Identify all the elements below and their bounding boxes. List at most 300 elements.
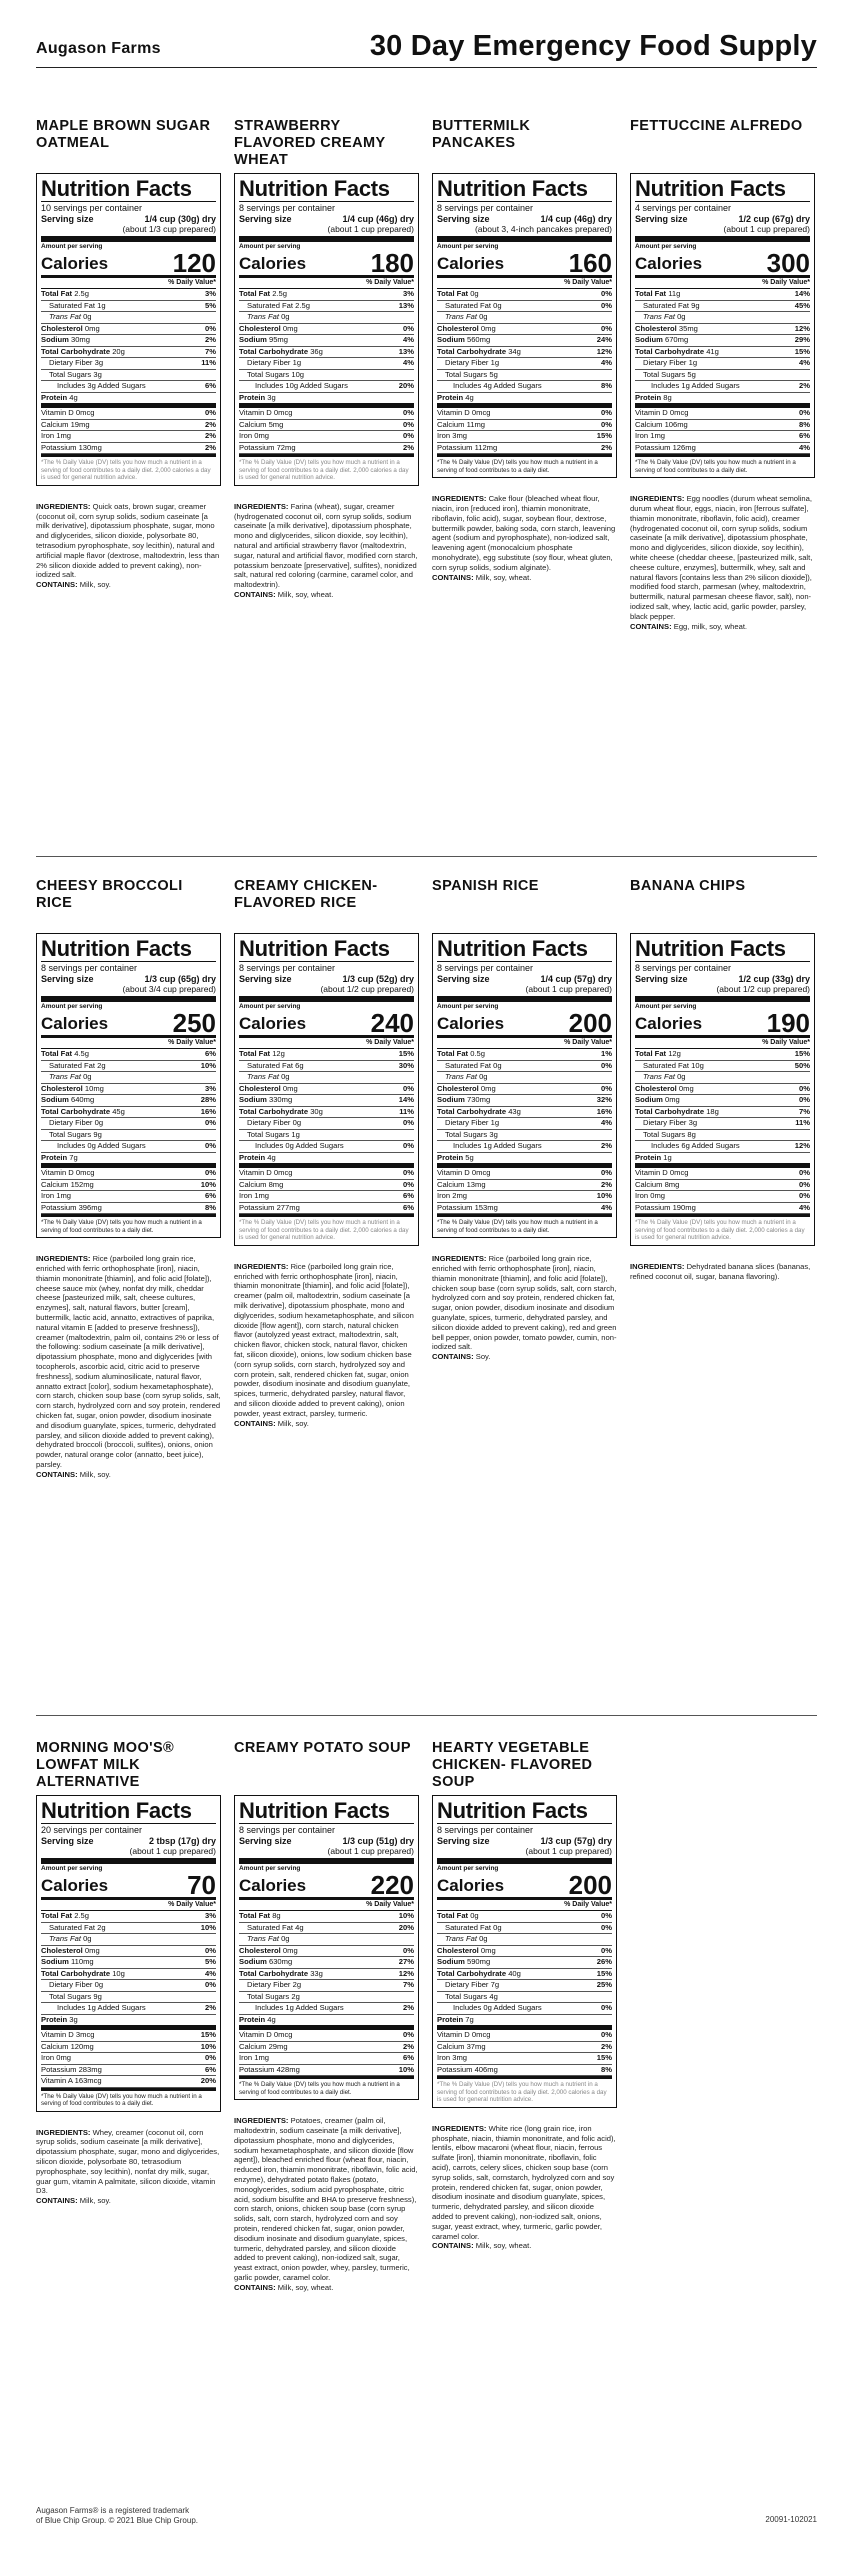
serving-size-label: Serving size: [41, 1836, 94, 1846]
total-carb-row-amount: 40g: [508, 1968, 521, 1978]
total-carb-row-name: Total Carbohydrate: [437, 1106, 507, 1116]
amount-per-serving: Amount per serving: [239, 1865, 301, 1872]
vitamin-d-row-name: Vitamin D: [437, 2030, 470, 2039]
calcium-row-name: Calcium: [239, 2041, 267, 2051]
saturated-fat-row-amount: 2.5g: [295, 300, 310, 310]
calcium-row-dv: 0%: [403, 419, 414, 429]
total-sugars-row-amount: 4g: [489, 1991, 498, 2001]
vitamin-d-row-dv: 0%: [403, 2030, 414, 2039]
calories-label: Calories: [635, 254, 703, 273]
cholesterol-row-label: [41, 1946, 100, 1957]
ingredients-label: INGREDIENTS:: [630, 494, 685, 504]
daily-value-footnote: *The % Daily Value (DV) tells you how much a nutrient in a serving of food contributes to a daily diet.: [41, 2092, 202, 2108]
serving-size-label: Serving size: [437, 1836, 490, 1846]
added-sugars-row-dv: 0%: [205, 1141, 216, 1150]
total-fat-row-label: [41, 1911, 89, 1922]
ingredients-block: [432, 1254, 617, 1362]
vitamin-d-row-amount: 0mcg: [669, 1168, 689, 1177]
serving-size-label: Serving size: [239, 214, 292, 224]
ingredients-text: White rice (long grain rice, iron phosphate, niacin, thiamin mononitrate, and folic acid), lentils, elbow macaroni (wheat flour, niacin, ferrous sulfate [iron], thiamin mononitrate, riboflavin, folic acid), carrots, celery slices, chicken soup base (corn syrup solids, salt, cornstarch, hydrolyzed corn and soy protein, rendered chicken fat, sugar, onion powder, disodium inosinate and disodium guanylate, spices, turmeric, dehydrated parsley, and silicon dioxide added to prevent caking), non-iodized salt, onions, sugar, yeast extract, whey, turmeric, garlic powder, caramel color.: [432, 2123, 616, 2241]
dietary-fiber-row-label: [247, 1118, 301, 1129]
calcium-row-dv: 2%: [601, 1179, 612, 1189]
iron-row-label: [437, 1191, 467, 1202]
daily-value-footnote: *The % Daily Value (DV) tells you how much a nutrient in a serving of food contributes to a daily diet. 2,000 calories a day is used for general nutrition advice.: [41, 459, 211, 482]
calcium-row: [41, 1180, 216, 1192]
calcium-row-dv: 8%: [799, 419, 810, 429]
vitamin-d-row-dv: 0%: [205, 1168, 216, 1177]
added-sugars-row-label: [255, 381, 348, 392]
serving-size-row: [437, 214, 612, 224]
vitamin-d-row-amount: 3mcg: [75, 2030, 95, 2039]
thick-rule: [239, 236, 414, 242]
daily-value-header: % Daily Value*: [239, 1038, 414, 1049]
vitamin-d-row-name: Vitamin D: [239, 408, 272, 417]
servings-per-container: 8 servings per container: [239, 963, 336, 973]
trans-fat-row-amount: 0g: [677, 1072, 686, 1081]
dietary-fiber-row-name: Dietary Fiber: [49, 358, 93, 367]
sodium-row-label: [437, 335, 490, 346]
total-carb-row-name: Total Carbohydrate: [437, 346, 507, 356]
iron-row: [635, 1191, 810, 1203]
iron-row-dv: 15%: [596, 2053, 612, 2062]
vitamin-d-row-label: [41, 408, 94, 419]
serving-size-row: [239, 974, 414, 984]
dietary-fiber-row-dv: 4%: [403, 358, 414, 367]
serving-size-label: Serving size: [437, 974, 490, 984]
cholesterol-row-amount: 0mg: [480, 1083, 496, 1093]
total-sugars-row-label: [49, 370, 102, 381]
calories-value: 160: [568, 248, 612, 278]
contains-text: Soy.: [475, 1352, 491, 1362]
iron-row: [437, 2053, 612, 2065]
total-carb-row: [635, 347, 810, 359]
calcium-row-dv: 2%: [601, 2041, 612, 2051]
saturated-fat-row-dv: 0%: [601, 1060, 612, 1070]
nutrition-facts-panel: [630, 933, 815, 1246]
trans-fat-row-amount: 0g: [83, 1072, 92, 1081]
saturated-fat-row-name: Saturated Fat: [445, 1922, 492, 1932]
total-sugars-row: [41, 370, 216, 382]
sodium-row: [437, 1957, 612, 1969]
vitamin-d-row-dv: 0%: [403, 408, 414, 417]
bottom-rule: [437, 454, 612, 457]
added-sugars-row-name: Includes 4g Added Sugars: [453, 381, 542, 390]
nutrition-facts-panel: [432, 933, 617, 1238]
contains-text: Milk, soy, wheat.: [277, 589, 334, 599]
amount-per-serving: Amount per serving: [635, 243, 697, 250]
protein-row: [41, 2015, 216, 2031]
vitamin-d-row-amount: 0mcg: [75, 408, 95, 417]
saturated-fat-row-label: [49, 301, 106, 312]
sodium-row-label: [635, 1095, 680, 1106]
saturated-fat-row-dv: 30%: [398, 1060, 414, 1070]
saturated-fat-row: [437, 1923, 612, 1935]
daily-value-footnote: *The % Daily Value (DV) tells you how much a nutrient in a serving of food contributes to a daily diet. 2,000 calories a day is used for general nutrition advice.: [635, 1219, 805, 1242]
total-sugars-row-name: Total Sugars: [49, 1129, 92, 1139]
protein-row-name: Protein: [437, 1152, 464, 1162]
serving-size-row: [41, 214, 216, 224]
sodium-row-dv: 24%: [596, 335, 612, 344]
serving-size-label: Serving size: [239, 974, 292, 984]
iron-row-name: Iron: [635, 431, 649, 440]
sodium-row-label: [635, 335, 688, 346]
serving-size-label: Serving size: [635, 974, 688, 984]
protein-row-name: Protein: [41, 392, 68, 402]
product-card: [36, 878, 221, 1480]
total-fat-row-label: [635, 289, 680, 300]
total-fat-row: [239, 1911, 414, 1923]
sodium-row-label: [437, 1095, 490, 1106]
iron-row-name: Iron: [41, 2053, 55, 2062]
potassium-row-dv: 8%: [601, 2064, 612, 2074]
potassium-row: [239, 1203, 414, 1215]
potassium-row-amount: 428mg: [276, 2064, 300, 2074]
protein-row-name: Protein: [239, 2014, 266, 2024]
dietary-fiber-row-amount: 1g: [688, 358, 698, 367]
saturated-fat-row-label: [49, 1923, 106, 1934]
added-sugars-row-label: [453, 1141, 542, 1152]
product-card: [234, 878, 419, 1428]
cholesterol-row-dv: 3%: [205, 1083, 216, 1093]
sodium-row-amount: 0mg: [664, 1095, 680, 1104]
dietary-fiber-row-dv: 4%: [601, 358, 612, 367]
sodium-row-label: [41, 1957, 94, 1968]
calcium-row: [635, 1180, 810, 1192]
trademark-notice: [36, 2506, 198, 2526]
vitamin-d-row-name: Vitamin D: [239, 2030, 272, 2039]
dietary-fiber-row-name: Dietary Fiber: [445, 1980, 489, 1989]
trans-fat-row: [239, 1934, 414, 1946]
dietary-fiber-row: [437, 358, 612, 370]
vitamin-d-row: [239, 408, 414, 420]
total-fat-row: [41, 1911, 216, 1923]
potassium-row-name: Potassium: [41, 1202, 77, 1212]
total-sugars-row-label: [643, 370, 696, 381]
ingredients-text: Farina (wheat), sugar, creamer (hydrogenated coconut oil, corn syrup solids, sodium caseinate [a milk derivative], dipotassium phosphate, mono and diglycerides, silicon dioxide, soy lecithin), natural and artificial strawberry flavor (maltodextrin, sugar, natural and artificial flavor, modified corn starch, potassium benzoate [preservative], sulfites), nonidized salt, natural red coloring (carmine, caramel color, and maltodextrin).: [234, 501, 418, 590]
serving-size-row: [437, 974, 612, 984]
product-title: BANANA CHIPS: [630, 878, 746, 894]
total-fat-row-name: Total Fat: [635, 289, 667, 298]
added-sugars-row-label: [651, 1141, 740, 1152]
saturated-fat-row-name: Saturated Fat: [643, 300, 690, 310]
total-fat-row-dv: 3%: [205, 289, 216, 298]
vitamin-d-row-dv: 0%: [601, 2030, 612, 2039]
calcium-row-name: Calcium: [437, 1179, 465, 1189]
page-header: [36, 30, 817, 68]
calcium-row-amount: 13mg: [466, 1179, 486, 1189]
calcium-row-label: [239, 420, 283, 431]
iron-row-label: [41, 1191, 71, 1202]
iron-row-amount: 3mg: [452, 431, 467, 440]
daily-value-header: % Daily Value*: [239, 1900, 414, 1911]
contains-text: Milk, soy.: [79, 580, 111, 590]
vitamin-d-row-amount: 0mcg: [471, 408, 491, 417]
thick-rule: [635, 236, 810, 242]
daily-value-header: % Daily Value*: [437, 278, 612, 289]
daily-value-header: % Daily Value*: [41, 1038, 216, 1049]
calcium-row-label: [41, 420, 90, 431]
protein-row-name: Protein: [41, 2014, 68, 2024]
product-title: SPANISH RICE: [432, 878, 539, 894]
ingredients-block: [234, 1262, 419, 1429]
added-sugars-row: [239, 2003, 414, 2015]
total-sugars-row: [239, 1130, 414, 1142]
dietary-fiber-row-name: Dietary Fiber: [445, 358, 489, 367]
total-carb-row-name: Total Carbohydrate: [41, 1968, 111, 1978]
calcium-row-amount: 37mg: [466, 2041, 486, 2051]
calcium-row-label: [437, 1180, 486, 1191]
potassium-row: [635, 1203, 810, 1215]
dietary-fiber-row-name: Dietary Fiber: [445, 1118, 489, 1127]
nutrition-facts-title: Nutrition Facts: [239, 177, 414, 202]
dietary-fiber-row-name: Dietary Fiber: [643, 358, 687, 367]
total-sugars-row-label: [247, 1992, 300, 2003]
protein-row-label: [239, 1153, 276, 1164]
bottom-rule: [635, 454, 810, 457]
total-fat-row-name: Total Fat: [41, 289, 73, 298]
trans-fat-row-label: [445, 312, 488, 323]
trans-fat-row-amount: 0g: [479, 1072, 488, 1081]
trans-fat-row-amount: 0g: [479, 1934, 488, 1943]
dietary-fiber-row-dv: 0%: [205, 1980, 216, 1989]
sodium-row-amount: 95mg: [268, 335, 288, 344]
calories-label: Calories: [437, 1014, 505, 1033]
added-sugars-row: [41, 2003, 216, 2015]
vitamin-d-row-name: Vitamin D: [41, 2030, 74, 2039]
total-carb-row-dv: 4%: [205, 1968, 216, 1978]
saturated-fat-row-dv: 0%: [601, 1922, 612, 1932]
serving-size-value: 1/4 cup (30g) dry: [144, 214, 216, 224]
product-title: FETTUCCINE ALFREDO: [630, 118, 803, 134]
calcium-row-amount: 19mg: [70, 419, 90, 429]
total-carb-row-label: [41, 347, 125, 358]
potassium-row-label: [437, 443, 497, 454]
total-fat-row-dv: 10%: [398, 1911, 414, 1920]
dietary-fiber-row-label: [247, 358, 301, 369]
protein-row-label: [41, 2015, 78, 2026]
protein-row: [635, 393, 810, 409]
saturated-fat-row-amount: 0g: [493, 300, 502, 310]
total-sugars-row-amount: 10g: [291, 369, 305, 379]
dietary-fiber-row: [635, 358, 810, 370]
bottom-rule: [41, 1214, 216, 1217]
iron-row-name: Iron: [635, 1191, 649, 1200]
trans-fat-row-label: [643, 1072, 686, 1083]
iron-row-label: [437, 431, 467, 442]
sodium-row-amount: 330mg: [268, 1095, 293, 1104]
calcium-row-amount: 29mg: [268, 2041, 288, 2051]
vitamin-d-row: [41, 1168, 216, 1180]
total-sugars-row: [437, 370, 612, 382]
trans-fat-row-amount: 0g: [479, 312, 488, 321]
dietary-fiber-row-label: [247, 1980, 301, 1991]
nutrition-facts-title: Nutrition Facts: [239, 937, 414, 962]
dietary-fiber-row: [41, 1118, 216, 1130]
cholesterol-row-amount: 0mg: [480, 323, 496, 333]
vitamin-d-row: [437, 408, 612, 420]
total-carb-row-dv: 16%: [596, 1106, 612, 1116]
total-carb-row-label: [239, 347, 323, 358]
vitamin-d-row-name: Vitamin D: [239, 1168, 272, 1177]
serving-size-label: Serving size: [239, 1836, 292, 1846]
iron-row-amount: 1mg: [56, 431, 71, 440]
total-fat-row-amount: 11g: [668, 289, 681, 298]
potassium-row-label: [41, 443, 102, 454]
ingredients-block: [36, 2128, 221, 2206]
added-sugars-row-name: Includes 0g Added Sugars: [255, 1141, 344, 1150]
cholesterol-row-dv: 0%: [205, 323, 216, 333]
saturated-fat-row-amount: 6g: [295, 1060, 304, 1070]
total-sugars-row: [635, 1130, 810, 1142]
total-carb-row-dv: 15%: [794, 346, 810, 356]
iron-row-amount: 1mg: [650, 431, 665, 440]
trans-fat-row-name: Trans Fat: [247, 1934, 279, 1943]
potassium-row-dv: 4%: [799, 1202, 810, 1212]
iron-row-name: Iron: [239, 2053, 253, 2062]
nutrition-facts-panel: [234, 1795, 419, 2100]
cholesterol-row: [437, 324, 612, 336]
potassium-row-dv: 6%: [205, 2064, 216, 2074]
total-carb-row-name: Total Carbohydrate: [41, 346, 111, 356]
added-sugars-row-name: Includes 1g Added Sugars: [453, 1141, 542, 1150]
cholesterol-row-label: [437, 1084, 496, 1095]
total-fat-row-amount: 0g: [470, 1911, 479, 1920]
potassium-row: [41, 443, 216, 455]
serving-size-prepared: (about 1 cup prepared): [525, 1846, 612, 1856]
trans-fat-row-label: [445, 1072, 488, 1083]
dietary-fiber-row-name: Dietary Fiber: [643, 1118, 687, 1127]
trans-fat-row-amount: 0g: [83, 312, 92, 321]
iron-row-dv: 15%: [596, 431, 612, 440]
iron-row-dv: 0%: [799, 1191, 810, 1200]
total-sugars-row: [635, 370, 810, 382]
total-sugars-row: [239, 1992, 414, 2004]
cholesterol-row-label: [239, 1084, 298, 1095]
total-carb-row-name: Total Carbohydrate: [437, 1968, 507, 1978]
product-card: [234, 118, 419, 600]
potassium-row-name: Potassium: [437, 1202, 473, 1212]
calcium-row-label: [41, 1180, 94, 1191]
daily-value-header: % Daily Value*: [437, 1038, 612, 1049]
total-carb-row-dv: 12%: [398, 1968, 414, 1978]
protein-row-amount: 4g: [267, 1152, 276, 1162]
added-sugars-row-label: [453, 2003, 542, 2014]
ingredients-text: Quick oats, brown sugar, creamer (coconut oil, corn syrup solids, sodium caseinate [a milk derivative], dipotassium phosphate, sugar, mono and diglycerides, silicon dioxide, polysorbate 80, tetrasodium pyrophosphate, soy lecithin), natural and artificial maple flavor (dextrose, maltodextrin, less than 2% silicon dioxide added to prevent caking), non-iodized salt.: [36, 501, 220, 580]
calcium-row-amount: 152mg: [70, 1179, 94, 1189]
vitamin-d-row-label: [239, 1168, 292, 1179]
iron-row: [239, 1191, 414, 1203]
calories-row: [635, 248, 810, 278]
product-card: [234, 1740, 419, 2293]
serving-size-value: 1/2 cup (67g) dry: [738, 214, 810, 224]
serving-size-value: 1/3 cup (51g) dry: [342, 1836, 414, 1846]
sodium-row-dv: 29%: [794, 335, 810, 344]
total-fat-row: [635, 1049, 810, 1061]
saturated-fat-row-dv: 5%: [205, 300, 216, 310]
serving-size-row: [41, 974, 216, 984]
vitamin-a-row-label: [41, 2076, 102, 2087]
total-carb-row-amount: 33g: [310, 1968, 323, 1978]
ingredients-text: Rice (parboiled long grain rice, enriched with ferric orthophosphate [iron], niacin, thiamin mononitrate [thiamin], and folic acid [folate]), chicken soup base (corn syrup solids, salt, corn starch, hydrolyzed corn and soy protein, rendered chicken fat, sugar, onion powder, disodium inosinate and disodium guanylate, spices, turmeric, dehydrated parsley, and silicon dioxide added to prevent caking), red and green bell pepper, onion powder, tomato powder, cumin, non-iodized salt.: [432, 1254, 617, 1352]
calories-label: Calories: [41, 1014, 109, 1033]
product-title: STRAWBERRY FLAVORED CREAMY WHEAT: [234, 118, 386, 168]
sodium-row-amount: 630mg: [268, 1957, 293, 1966]
cholesterol-row-dv: 0%: [799, 1083, 810, 1093]
calcium-row-amount: 11mg: [466, 419, 485, 429]
nutrition-facts-title: Nutrition Facts: [239, 1799, 414, 1824]
ingredients-label: INGREDIENTS:: [630, 1261, 685, 1271]
thick-rule: [41, 1858, 216, 1864]
dietary-fiber-row-amount: 1g: [292, 358, 302, 367]
total-carb-row-amount: 41g: [706, 346, 719, 356]
calories-label: Calories: [437, 254, 505, 273]
sodium-row-name: Sodium: [635, 1095, 663, 1104]
potassium-row-dv: 2%: [601, 442, 612, 452]
dietary-fiber-row: [437, 1980, 612, 1992]
ingredients-label: INGREDIENTS:: [432, 494, 487, 504]
trans-fat-row-label: [247, 1934, 290, 1945]
added-sugars-row-label: [453, 381, 542, 392]
amount-per-serving: Amount per serving: [437, 1865, 499, 1872]
sodium-row: [635, 1095, 810, 1107]
total-carb-row-label: [239, 1107, 323, 1118]
protein-row-label: [437, 393, 474, 404]
vitamin-d-row-amount: 0mcg: [75, 1168, 95, 1177]
protein-row-name: Protein: [41, 1152, 68, 1162]
potassium-row-label: [239, 443, 296, 454]
serving-size-prepared: (about 1 cup prepared): [525, 984, 612, 994]
saturated-fat-row-label: [643, 301, 700, 312]
nutrition-facts-title: Nutrition Facts: [437, 177, 612, 202]
serving-size-row: [239, 214, 414, 224]
vitamin-d-row-label: [635, 408, 688, 419]
cholesterol-row-name: Cholesterol: [239, 1083, 281, 1093]
total-carb-row-label: [437, 1969, 521, 1980]
iron-row-name: Iron: [239, 431, 253, 440]
vitamin-a-row-dv: 20%: [200, 2076, 216, 2085]
calcium-row-dv: 10%: [200, 2041, 216, 2051]
potassium-row-dv: 6%: [403, 1202, 414, 1212]
calcium-row: [239, 2042, 414, 2054]
total-carb-row-amount: 30g: [310, 1106, 323, 1116]
iron-row-amount: 1mg: [254, 2053, 269, 2062]
servings-per-container: 8 servings per container: [437, 963, 534, 973]
cholesterol-row-name: Cholesterol: [239, 323, 281, 333]
potassium-row: [437, 1203, 612, 1215]
vitamin-d-row-dv: 0%: [601, 1168, 612, 1177]
calories-label: Calories: [437, 1876, 505, 1895]
ingredients-text: Rice (parboiled long grain rice, enriched with ferric orthophosphate [iron], niacin, thiamin mononitrate [thiamin], and folic acid [folate]), creamer (palm oil, maltodextrin, sodium caseinate [a milk derivative], dipotassium phosphate, mono and diglycerides, sodium hexametaphosphate, and silicon dioxide [flow agent]), corn starch, natural chicken flavor (autolyzed yeast extract, maltodextrin, salt, chicken flavor, chicken stock, natural flavor, chicken fat, silicon dioxide), onions, low sodium chicken base (corn syrup solids, corn starch, hydrolyzed soy and corn protein, salt, rendered chicken fat, sugar, onion powder, disodium inosinate and disodium guanylate, spices, turmeric, dehydrated parsley, natural flavor, and silicon dioxide added to prevent caking), onion powder, yeast extract, parsley, turmeric.: [234, 1261, 414, 1418]
total-fat-row-label: [437, 1911, 479, 1922]
sodium-row-name: Sodium: [41, 335, 69, 344]
contains-text: Milk, soy, wheat.: [475, 2241, 532, 2251]
trans-fat-row-name: Trans Fat: [247, 1072, 279, 1081]
trans-fat-row-amount: 0g: [281, 312, 290, 321]
calcium-row-label: [239, 1180, 283, 1191]
ingredients-block: [432, 494, 617, 582]
calcium-row-dv: 2%: [403, 2041, 414, 2051]
added-sugars-row-name: Includes 0g Added Sugars: [57, 1141, 146, 1150]
serving-size-value: 1/3 cup (65g) dry: [144, 974, 216, 984]
iron-row: [41, 2053, 216, 2065]
cholesterol-row-label: [635, 1084, 694, 1095]
potassium-row-amount: 283mg: [78, 2064, 102, 2074]
dietary-fiber-row-dv: 4%: [601, 1118, 612, 1127]
total-sugars-row-name: Total Sugars: [445, 1991, 488, 2001]
iron-row-dv: 10%: [596, 1191, 612, 1200]
potassium-row-label: [437, 2065, 498, 2076]
sodium-row-amount: 110mg: [70, 1957, 94, 1966]
